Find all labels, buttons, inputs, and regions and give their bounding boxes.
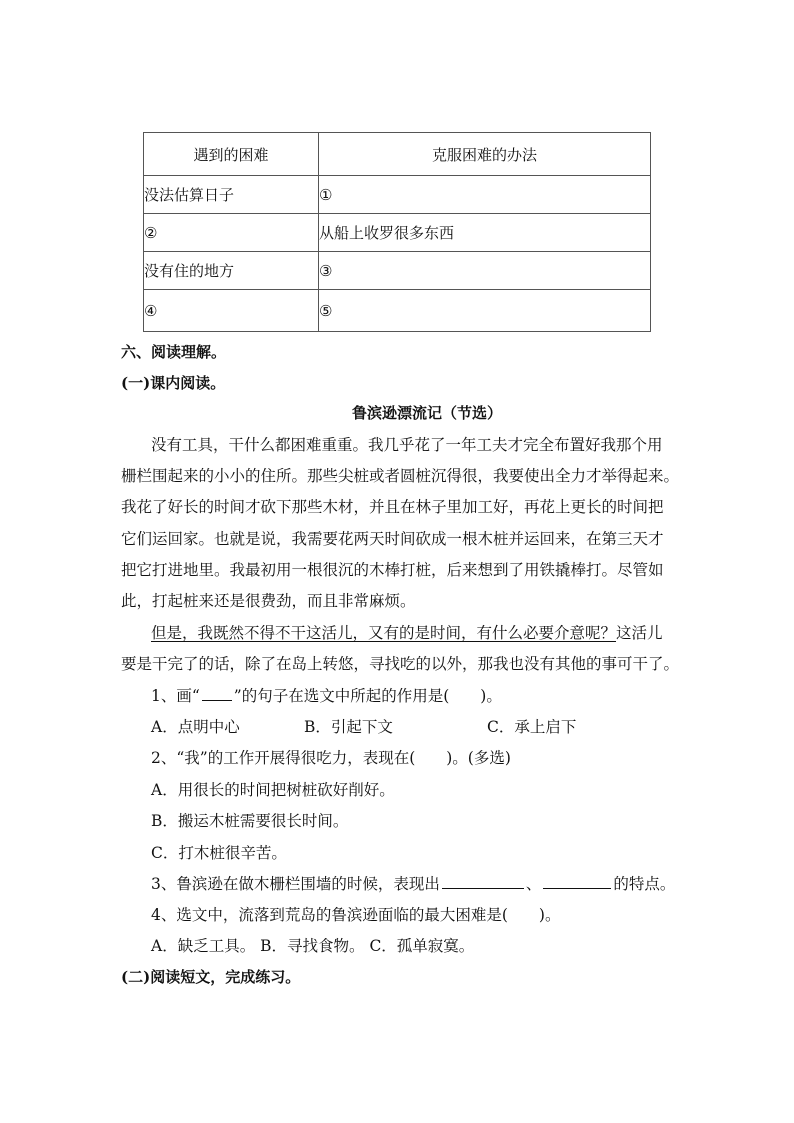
- answer-blank[interactable]: [543, 887, 611, 889]
- table-cell: ①: [319, 176, 651, 214]
- q2-option-a: A．用很长的时间把树桩砍好削好。: [151, 781, 395, 799]
- passage-line: 没有工具，干什么都困难重重。我几乎花了一年工夫才完全布置好我那个用: [151, 436, 663, 454]
- q1-option-c: C．承上启下: [487, 718, 577, 736]
- question-text: 1、画“: [151, 687, 200, 705]
- q2-option-c: C．打木桩很辛苦。: [151, 844, 287, 862]
- question-text: 的特点。: [613, 875, 676, 893]
- table-cell: ④: [144, 290, 319, 332]
- question-text: 、: [525, 875, 542, 893]
- underlined-sentence: 但是，我既然不得不干这活儿，又有的是时间，有什么必要介意呢？: [151, 624, 617, 642]
- table-row: [144, 290, 651, 332]
- passage-line: 要是干完了的话，除了在岛上转悠，寻找吃的以外，那我也没有其他的事可干了。: [121, 655, 680, 673]
- subsection-heading: (二)阅读短文，完成练习。: [121, 968, 301, 986]
- q4-options: A．缺乏工具。 B．寻找食物。 C．孤单寂寞。: [151, 937, 475, 955]
- table-cell: ⑤: [319, 290, 651, 332]
- table-row: [144, 176, 651, 214]
- passage-title: 鲁滨逊漂流记（节选）: [352, 404, 503, 422]
- q1-option-b: B．引起下文: [304, 718, 393, 736]
- underline-sample: [202, 699, 232, 701]
- question-text: ”的句子在选文中所起的作用是( )。: [233, 687, 502, 705]
- table-cell: ③: [319, 252, 651, 290]
- question-1: [151, 684, 502, 706]
- table-row: [144, 252, 651, 290]
- question-4: 4、选文中，流落到荒岛的鲁滨逊面临的最大困难是( )。: [151, 906, 561, 924]
- passage-line: 栅栏围起来的小小的住所。那些尖桩或者圆桩沉得很，我要使出全力才举得起来。: [121, 467, 680, 485]
- table-cell: 从船上收罗很多东西: [319, 214, 651, 252]
- table-header-cell: 克服困难的办法: [319, 133, 651, 176]
- question-2: 2、“我”的工作开展得很吃力，表现在( )。(多选): [151, 749, 511, 767]
- passage-text: 这活儿: [616, 624, 663, 642]
- subsection-heading: (一)课内阅读。: [121, 374, 226, 392]
- difficulty-table: [143, 132, 651, 332]
- passage-paragraph-2: [151, 621, 663, 643]
- answer-blank[interactable]: [442, 887, 524, 889]
- table-cell: 没法估算日子: [144, 176, 319, 214]
- table-row: [144, 214, 651, 252]
- table-header-cell: 遇到的困难: [144, 133, 319, 176]
- question-text: 3、鲁滨逊在做木栅栏围墙的时候，表现出: [151, 875, 440, 893]
- section-heading: 六、阅读理解。: [121, 343, 227, 361]
- q2-option-b: B．搬运木桩需要很长时间。: [151, 812, 349, 830]
- passage-line: 它们运回家。也就是说，我需要花两天时间砍成一根木桩并运回来，在第三天才: [121, 530, 664, 548]
- q1-option-a: A．点明中心: [151, 718, 240, 736]
- question-3: [151, 872, 675, 894]
- passage-line: 把它打进地里。我最初用一根很沉的木棒打桩，后来想到了用铁撬棒打。尽管如: [121, 561, 664, 579]
- table-cell: ②: [144, 214, 319, 252]
- table-header-row: [144, 133, 651, 176]
- passage-line: 此，打起桩来还是很费劲，而且非常麻烦。: [121, 592, 416, 610]
- table-cell: 没有住的地方: [144, 252, 319, 290]
- passage-line: 我花了好长的时间才砍下那些木材，并且在林子里加工好，再花上更长的时间把: [121, 498, 664, 516]
